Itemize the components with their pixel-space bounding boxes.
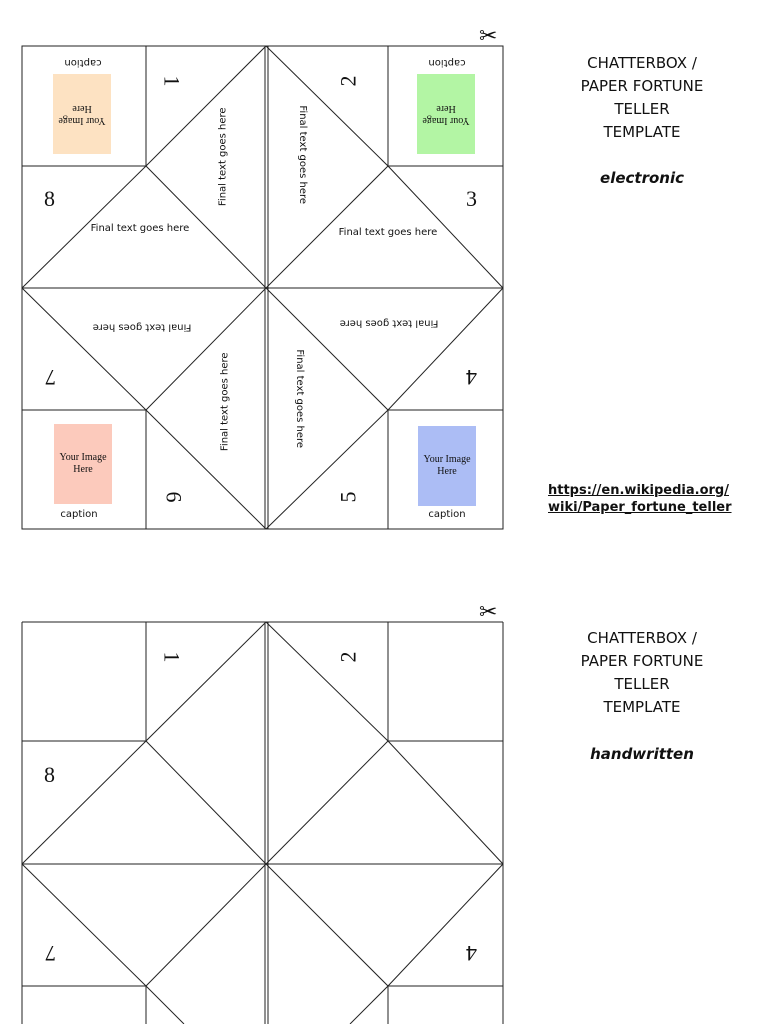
corner-number-4: 4: [466, 941, 477, 966]
fortune-text-4: Final text goes here: [339, 317, 439, 329]
side-title-line: CHATTERBOX /: [587, 629, 697, 647]
fortune-text-1: Final text goes here: [90, 223, 190, 234]
fortune-text-8: Final text goes here: [293, 349, 305, 449]
corner-number-2: 2: [335, 75, 361, 87]
side-title-line: TELLER: [614, 675, 670, 693]
image-placeholder: Your Image Here: [54, 424, 112, 504]
corner-number-1: 1: [159, 75, 185, 87]
corner-number-1: 1: [159, 651, 185, 663]
fortune-text-2: Final text goes here: [338, 227, 438, 238]
image-caption: caption: [60, 509, 98, 520]
corner-number-5: 5: [335, 491, 361, 503]
corner-number-6: 6: [161, 491, 187, 503]
corner-number-8: 8: [44, 186, 55, 211]
corner-number-2: 2: [335, 651, 361, 663]
fortune-text-7: Final text goes here: [219, 352, 231, 452]
side-title-line: TELLER: [614, 100, 670, 118]
fortune-text-5: Final text goes here: [217, 107, 229, 207]
side-title-line: PAPER FORTUNE: [580, 77, 704, 95]
image-caption: caption: [428, 509, 466, 520]
image-placeholder: Your Image Here: [53, 74, 111, 154]
fortune-text-3: Final text goes here: [92, 321, 192, 333]
corner-number-4: 4: [466, 365, 477, 390]
scissors-icon: ✂: [479, 599, 498, 624]
side-title: [558, 627, 726, 719]
corner-number-3: 3: [466, 186, 477, 211]
side-title-line: TEMPLATE: [603, 698, 681, 716]
corner-number-8: 8: [44, 762, 55, 787]
side-subtitle: electronic: [600, 169, 684, 187]
side-title-line: PAPER FORTUNE: [580, 652, 704, 670]
image-caption: caption: [64, 57, 102, 68]
scissors-icon: ✂: [479, 23, 498, 48]
corner-number-7: 7: [45, 365, 56, 390]
fortune-text-6: Final text goes here: [296, 105, 308, 205]
link-line[interactable]: https://en.wikipedia.org/: [548, 483, 729, 498]
side-title-line: CHATTERBOX /: [587, 54, 697, 72]
link-line[interactable]: wiki/Paper_fortune_teller: [548, 500, 732, 515]
side-subtitle: handwritten: [590, 745, 694, 763]
image-placeholder: Your Image Here: [418, 426, 476, 506]
side-title-line: TEMPLATE: [603, 123, 681, 141]
image-caption: caption: [428, 57, 466, 68]
corner-number-7: 7: [45, 941, 56, 966]
image-placeholder: Your Image Here: [417, 74, 475, 154]
